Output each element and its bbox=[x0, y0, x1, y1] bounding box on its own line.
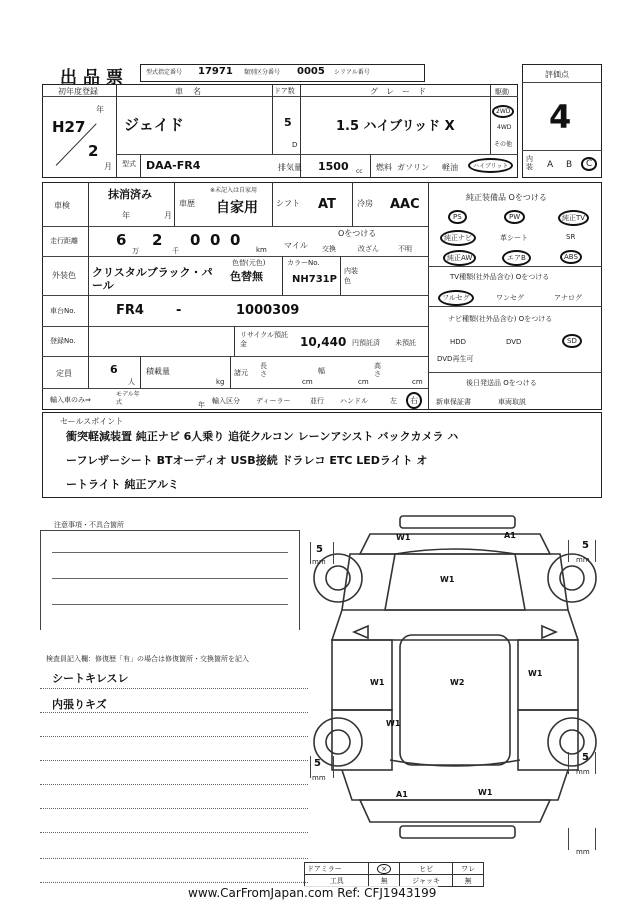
mark-left-front-door: W1 bbox=[370, 678, 385, 687]
tread-front-left: 5 bbox=[316, 544, 323, 555]
history-value: 自家用 bbox=[216, 200, 258, 216]
mirror-crack: ヒビ bbox=[400, 863, 453, 875]
shaken-month-unit: 月 bbox=[164, 211, 172, 220]
mirror-check-icon: × bbox=[377, 864, 391, 874]
drive-label: 駆動 bbox=[495, 88, 509, 96]
color-no-label: カラーNo. bbox=[287, 259, 320, 267]
drive-other: その他 bbox=[494, 141, 513, 148]
displacement-unit: cc bbox=[356, 168, 363, 175]
shift-value: AT bbox=[318, 197, 336, 212]
model-label: 型式 bbox=[122, 160, 136, 168]
mile-label: マイル bbox=[284, 241, 308, 250]
mileage-digit-1: 6 bbox=[116, 231, 127, 249]
handle-right: 右 bbox=[406, 392, 422, 409]
inspector-line-1: シートキレスレ bbox=[52, 672, 129, 685]
tread-front-right-mm: mm bbox=[576, 556, 590, 564]
interior-label: 内装 bbox=[526, 155, 533, 171]
navi-dvd-play: DVD再生可 bbox=[437, 355, 474, 363]
reg-label: 登録No. bbox=[50, 337, 76, 345]
selling-points-line-1: 衝突軽減装置 純正ナビ 6人乗り 追従クルコン レーンアシスト バックカメラ ハ bbox=[66, 430, 459, 443]
header-info-box bbox=[140, 64, 425, 82]
jack-label: ジャッキ bbox=[400, 875, 453, 887]
tools-label: 工具 bbox=[305, 875, 369, 887]
mile-exchange: 交換 bbox=[322, 245, 336, 253]
tools-value: 無 bbox=[369, 875, 400, 887]
score-label: 評価点 bbox=[545, 70, 569, 79]
interior-a: A bbox=[547, 160, 554, 170]
import-dealer: ディーラー bbox=[256, 397, 291, 405]
equip-navi: 純正ナビ bbox=[440, 230, 476, 246]
equip-aw: 純正AW bbox=[443, 250, 476, 266]
fuel-label: 燃料 bbox=[376, 163, 392, 172]
shaken-year-unit: 年 bbox=[122, 211, 130, 220]
vehicle-name: ジェイド bbox=[124, 116, 184, 134]
inspector-label: 検査員記入欄：修復歴「有」の場合は修復箇所・交換箇所を記入 bbox=[46, 655, 249, 663]
class-no: 0005 bbox=[297, 66, 325, 77]
color-label: 外装色 bbox=[52, 271, 76, 280]
navi-hdd: HDD bbox=[450, 338, 467, 346]
mark-rear-bumper-right: W1 bbox=[478, 788, 493, 797]
score-value: 4 bbox=[549, 98, 572, 136]
fuel-hybrid: ハイブリット bbox=[468, 158, 513, 173]
car-diagram bbox=[300, 510, 600, 850]
length-label: 長さ bbox=[260, 362, 267, 378]
length-cm: cm bbox=[302, 378, 313, 386]
navi-title: ナビ種類(社外品含む) Oをつける bbox=[448, 315, 553, 323]
history-note: ※未記入は自家用 bbox=[210, 187, 258, 194]
doors-label: ドア数 bbox=[274, 87, 295, 95]
tv-analog: アナログ bbox=[554, 294, 582, 302]
recycle-label: リサイクル預託金 bbox=[240, 331, 289, 348]
chassis-dash: - bbox=[176, 303, 182, 318]
ac-label: 冷房 bbox=[357, 199, 373, 208]
color-change-value: 色替無 bbox=[230, 270, 263, 283]
mileage-unit-man: 万 bbox=[132, 247, 139, 255]
chassis-prefix: FR4 bbox=[116, 303, 144, 318]
serial-label: シリアル番号 bbox=[334, 69, 370, 76]
equip-abs: ABS bbox=[560, 250, 582, 264]
color-no-value: NH731P bbox=[292, 274, 337, 285]
doors-sub: D bbox=[292, 141, 298, 149]
mirror-label: ドアミラー bbox=[305, 863, 369, 875]
recycle-paid: 円預託済 bbox=[352, 339, 380, 347]
chassis-label: 車台No. bbox=[50, 307, 76, 315]
tread-front-right: 5 bbox=[582, 540, 589, 551]
interior-c: C bbox=[581, 157, 597, 171]
tv-fullseg: フルセグ bbox=[438, 290, 474, 306]
shaken-label: 車検 bbox=[54, 201, 70, 210]
import-class-label: 輸入区分 bbox=[212, 397, 240, 405]
selling-points-label: セールスポイント bbox=[60, 417, 124, 426]
width-label: 幅 bbox=[318, 367, 325, 375]
tread-front-left-mm: mm bbox=[312, 558, 326, 566]
selling-points-line-3: ートライト 純正アルミ bbox=[66, 478, 180, 491]
equip-airbag: エアB bbox=[502, 250, 531, 266]
model-year-label: モデル年式 bbox=[116, 391, 140, 406]
first-reg-year-unit: 年 bbox=[96, 105, 104, 114]
caution-label: 注意事項・不具合箇所 bbox=[54, 521, 124, 529]
vehicle-name-label: 車名 bbox=[175, 87, 211, 96]
height-label: 高さ bbox=[374, 362, 381, 378]
mile-altered: 改ざん bbox=[358, 245, 379, 253]
mark-rear-bumper-left: A1 bbox=[396, 790, 408, 799]
displacement-label: 排気量 bbox=[278, 163, 302, 172]
height-cm: cm bbox=[412, 378, 423, 386]
first-reg-label: 初年度登録 bbox=[58, 87, 98, 96]
width-cm: cm bbox=[358, 378, 369, 386]
watermark: www.CarFromJapan.com Ref: CFJ1943199 bbox=[188, 886, 437, 900]
tread-rear-right-mm: mm bbox=[576, 768, 590, 776]
tv-title: TV種類(社外品含む) Oをつける bbox=[450, 273, 550, 281]
capacity-value: 6 bbox=[110, 363, 118, 376]
interior-b: B bbox=[566, 160, 573, 170]
model-cert-label: 型式指定番号 bbox=[146, 69, 183, 76]
mileage-digit-2: 2 bbox=[152, 231, 163, 249]
navi-dvd: DVD bbox=[506, 338, 522, 346]
import-parallel: 並行 bbox=[310, 397, 324, 405]
mark-right-front-door: W1 bbox=[528, 669, 543, 678]
equip-ps: PS bbox=[448, 210, 467, 224]
mileage-unit-km: km bbox=[256, 246, 267, 254]
mark-front-bumper-right: A1 bbox=[504, 531, 516, 540]
equipment-title: 純正装備品 Oをつける bbox=[466, 193, 547, 202]
interior-color-label: 内装色 bbox=[344, 267, 358, 285]
page-title: 出品票 bbox=[60, 68, 129, 88]
mark-front-bumper-left: W1 bbox=[396, 533, 411, 542]
handle-label: ハンドル bbox=[340, 397, 368, 405]
jack-value: 無 bbox=[453, 875, 484, 887]
displacement-value: 1500 bbox=[318, 160, 349, 173]
class-label: 類別区分番号 bbox=[244, 69, 281, 76]
equip-sr: SR bbox=[566, 233, 576, 241]
first-reg-month: 2 bbox=[88, 142, 99, 160]
equip-pw: PW bbox=[504, 210, 525, 224]
tread-rear-left-mm: mm bbox=[312, 774, 326, 782]
mark-hood: W1 bbox=[440, 575, 455, 584]
history-label: 車歴 bbox=[179, 199, 195, 208]
fuel-diesel: 軽油 bbox=[442, 163, 458, 172]
doors-value: 5 bbox=[284, 116, 292, 129]
mileage-label: 走行距離 bbox=[50, 237, 78, 245]
tv-oneseg: ワンセグ bbox=[496, 294, 524, 302]
grade-value: 1.5 ハイブリッド X bbox=[336, 119, 455, 134]
recycle-value: 10,440 bbox=[300, 335, 347, 349]
first-reg-month-unit: 月 bbox=[104, 162, 112, 171]
equip-tv: 純正TV bbox=[558, 210, 589, 226]
drive-4wd: 4WD bbox=[497, 124, 512, 131]
shaken-value: 抹消済み bbox=[108, 188, 152, 201]
mirror-break: ワレ bbox=[453, 863, 484, 875]
handle-left: 左 bbox=[390, 397, 397, 405]
later-warranty: 新車保証書 bbox=[436, 398, 471, 406]
model-year-unit: 年 bbox=[198, 401, 205, 409]
ac-value: AAC bbox=[390, 197, 420, 212]
size-label: 諸元 bbox=[234, 369, 248, 377]
tread-spare-mm: mm bbox=[576, 848, 590, 856]
tread-rear-left: 5 bbox=[314, 758, 321, 769]
grade-label: グレード bbox=[370, 87, 434, 96]
model-value: DAA-FR4 bbox=[146, 159, 201, 172]
first-reg-era: H27 bbox=[52, 118, 86, 136]
mark-left-rear-door: W1 bbox=[386, 719, 401, 728]
fuel-gasoline: ガソリン bbox=[397, 163, 429, 172]
drive-2wd: 2WD bbox=[492, 105, 514, 118]
later-title: 後日発送品 Oをつける bbox=[466, 379, 537, 387]
shift-label: シフト bbox=[276, 199, 300, 208]
mileage-digit-5: 0 bbox=[230, 231, 241, 249]
mileage-digit-3: 0 bbox=[190, 231, 201, 249]
color-value: クリスタルブラック・パール bbox=[92, 266, 213, 292]
recycle-unpaid: 未預託 bbox=[395, 339, 416, 347]
model-cert-no: 17971 bbox=[198, 66, 233, 77]
mile-circle-note: Oをつける bbox=[338, 229, 377, 238]
accessory-table bbox=[304, 862, 484, 887]
capacity-unit: 人 bbox=[128, 378, 135, 386]
navi-sd: SD bbox=[562, 334, 582, 348]
capacity-label: 定員 bbox=[56, 369, 72, 378]
tread-rear-right: 5 bbox=[582, 752, 589, 763]
chassis-no: 1000309 bbox=[236, 303, 300, 318]
mile-unknown: 不明 bbox=[398, 245, 412, 253]
later-manual: 車両取説 bbox=[498, 398, 526, 406]
load-unit: kg bbox=[216, 378, 225, 386]
load-label: 積載量 bbox=[146, 367, 170, 376]
mark-roof: W2 bbox=[450, 678, 465, 687]
selling-points-line-2: ーフレザーシート BTオーディオ USB接続 ドラレコ ETC LEDライト オ bbox=[66, 454, 428, 467]
import-label: 輸入車のみ⇒ bbox=[50, 396, 91, 404]
mileage-unit-sen: 千 bbox=[172, 247, 179, 255]
color-change-label: 色替(元色) bbox=[232, 259, 266, 267]
equip-leather: 革シート bbox=[500, 234, 528, 242]
inspector-line-2: 内張りキズ bbox=[52, 698, 107, 711]
mileage-digit-4: 0 bbox=[210, 231, 221, 249]
